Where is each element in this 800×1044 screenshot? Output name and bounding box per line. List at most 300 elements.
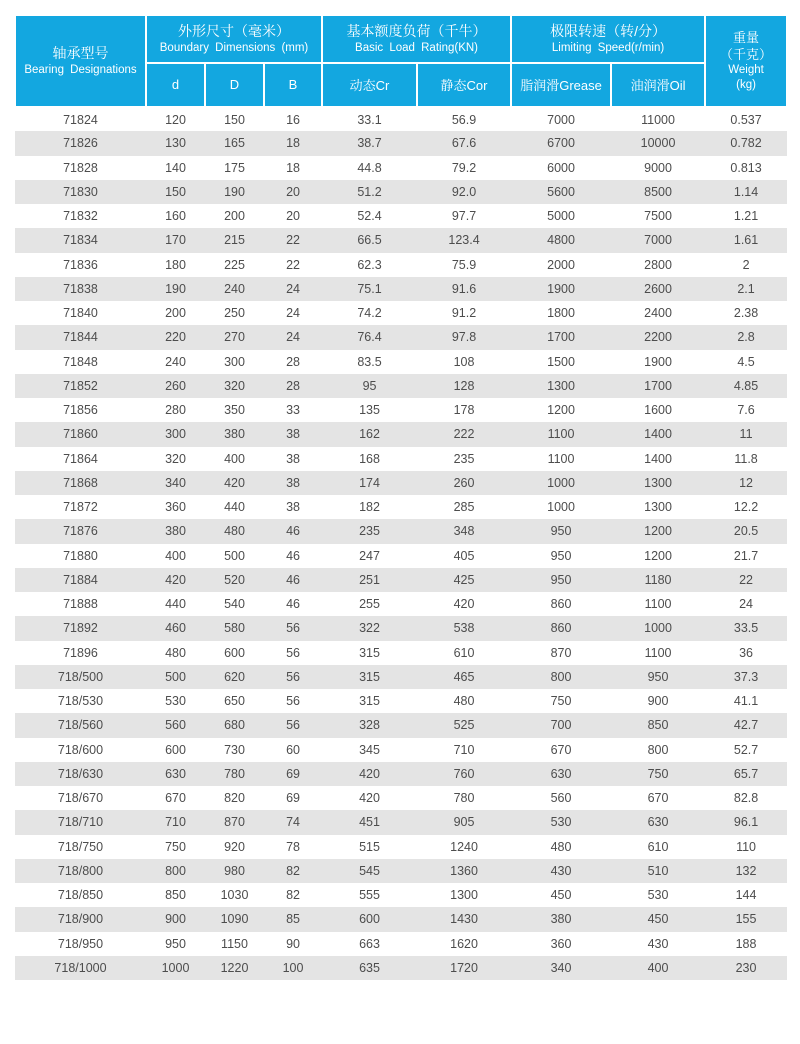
cell-static-cor: 465 <box>453 669 475 684</box>
cell-grease-speed: 1500 <box>547 354 575 369</box>
cell-weight: 230 <box>735 960 757 975</box>
cell-dynamic-cr: 600 <box>359 912 380 927</box>
cell-weight: 22 <box>739 572 753 587</box>
cell-weight: 41.1 <box>733 694 759 709</box>
cell-designation: 71828 <box>63 160 98 175</box>
cell-d: 1000 <box>161 960 190 975</box>
header-basic-load-rating <box>322 15 511 63</box>
cell-grease-speed: 450 <box>550 888 572 903</box>
cell-B: 28 <box>286 354 300 369</box>
cell-grease-speed: 7000 <box>547 112 575 127</box>
cell-designation: 71836 <box>63 257 98 272</box>
cell-dynamic-cr: 33.1 <box>357 112 382 127</box>
cell-D: 980 <box>224 863 245 878</box>
cell-static-cor: 79.2 <box>451 160 477 175</box>
cell-designation: 718/600 <box>57 742 104 757</box>
cell-designation: 71830 <box>63 184 98 199</box>
cell-weight: 0.537 <box>730 112 762 127</box>
cell-B: 56 <box>286 621 300 636</box>
cell-B: 46 <box>286 572 300 587</box>
cell-grease-speed: 1900 <box>547 281 575 296</box>
cell-oil-speed: 670 <box>647 791 669 806</box>
cell-static-cor: 525 <box>453 718 475 733</box>
table-row <box>15 204 787 228</box>
cell-oil-speed: 7000 <box>644 233 672 248</box>
cell-dynamic-cr: 635 <box>359 960 380 975</box>
cell-d: 320 <box>165 451 186 466</box>
cell-d: 200 <box>165 306 186 321</box>
cell-designation: 718/710 <box>57 815 104 830</box>
cell-D: 175 <box>224 160 245 175</box>
cell-grease-speed: 1700 <box>547 330 575 345</box>
cell-static-cor: 480 <box>453 694 475 709</box>
cell-B: 60 <box>286 742 300 757</box>
cell-oil-speed: 1100 <box>644 645 672 660</box>
cell-designation: 71848 <box>63 354 98 369</box>
bearing-spec-table <box>14 14 788 980</box>
cell-static-cor: 1300 <box>450 888 478 903</box>
cell-D: 480 <box>224 524 245 539</box>
cell-D: 1090 <box>220 912 249 927</box>
cell-weight: 65.7 <box>733 766 759 781</box>
cell-designation: 71852 <box>63 378 98 393</box>
cell-D: 580 <box>224 621 245 636</box>
cell-static-cor: 425 <box>453 572 475 587</box>
cell-grease-speed: 950 <box>550 572 572 587</box>
cell-oil-speed: 530 <box>647 888 669 903</box>
cell-static-cor: 97.8 <box>451 330 477 345</box>
cell-dynamic-cr: 315 <box>359 669 380 684</box>
cell-oil-speed: 1200 <box>644 548 672 563</box>
cell-B: 38 <box>286 475 300 490</box>
cell-static-cor: 420 <box>453 597 475 612</box>
cell-grease-speed: 5600 <box>547 184 575 199</box>
cell-grease-speed: 750 <box>550 694 572 709</box>
cell-static-cor: 235 <box>453 451 475 466</box>
cell-grease-speed: 1300 <box>547 378 575 393</box>
cell-oil-speed: 1300 <box>644 475 672 490</box>
cell-static-cor: 710 <box>453 742 475 757</box>
cell-D: 165 <box>224 136 245 151</box>
cell-designation: 718/530 <box>57 694 104 709</box>
cell-D: 500 <box>224 548 245 563</box>
cell-dynamic-cr: 38.7 <box>357 136 382 151</box>
cell-oil-speed: 1700 <box>644 378 672 393</box>
cell-static-cor: 67.6 <box>451 136 477 151</box>
cell-weight: 11.8 <box>734 451 758 466</box>
table-row <box>15 762 787 786</box>
cell-dynamic-cr: 52.4 <box>357 209 382 224</box>
cell-D: 150 <box>224 112 245 127</box>
cell-B: 24 <box>286 281 300 296</box>
cell-designation: 71824 <box>63 112 98 127</box>
cell-dynamic-cr: 174 <box>359 475 380 490</box>
header-bearing-designations <box>15 15 146 107</box>
cell-D: 620 <box>224 669 245 684</box>
table-row <box>15 641 787 665</box>
cell-oil-speed: 2800 <box>644 257 672 272</box>
cell-oil-speed: 1400 <box>644 451 672 466</box>
cell-static-cor: 1720 <box>450 960 478 975</box>
table-row <box>15 495 787 519</box>
header-limiting-speed <box>511 15 705 63</box>
cell-B: 38 <box>286 451 300 466</box>
cell-B: 18 <box>286 136 300 151</box>
cell-D: 1150 <box>221 936 248 951</box>
cell-oil-speed: 8500 <box>644 184 672 199</box>
cell-designation: 718/500 <box>57 669 104 684</box>
cell-dynamic-cr: 247 <box>359 548 380 563</box>
cell-oil-speed: 1600 <box>644 403 672 418</box>
cell-grease-speed: 6700 <box>547 136 575 151</box>
cell-d: 850 <box>165 888 186 903</box>
table-row <box>15 301 787 325</box>
cell-grease-speed: 1100 <box>547 427 575 442</box>
cell-d: 950 <box>165 936 186 951</box>
cell-oil-speed: 850 <box>647 718 669 733</box>
header-boundary-dimensions <box>146 15 322 63</box>
cell-B: 82 <box>286 888 300 903</box>
cell-dynamic-cr: 83.5 <box>357 354 382 369</box>
cell-D: 920 <box>224 839 245 854</box>
cell-d: 600 <box>165 742 186 757</box>
table-row <box>15 107 787 131</box>
cell-weight: 33.5 <box>733 621 759 636</box>
cell-weight: 4.85 <box>733 378 759 393</box>
table-row <box>15 447 787 471</box>
header-boundary-dimensions-zh: 外形尺寸（毫米） <box>178 23 291 39</box>
cell-grease-speed: 2000 <box>547 257 575 272</box>
cell-d: 140 <box>165 160 186 175</box>
cell-designation: 718/630 <box>57 766 104 781</box>
cell-d: 280 <box>165 403 186 418</box>
table-row <box>15 519 787 543</box>
header-col-dynamic-cr <box>322 63 417 107</box>
cell-static-cor: 538 <box>453 621 475 636</box>
cell-dynamic-cr: 322 <box>359 621 380 636</box>
header-col-static-cor <box>417 63 511 107</box>
header-col-oil <box>611 63 705 107</box>
header-bearing-designations-zh: 轴承型号 <box>52 45 109 61</box>
cell-weight: 37.3 <box>733 669 759 684</box>
cell-D: 300 <box>224 354 245 369</box>
cell-designation: 71860 <box>63 427 98 442</box>
cell-d: 420 <box>165 572 186 587</box>
cell-static-cor: 1240 <box>450 839 478 854</box>
table-row <box>15 786 787 810</box>
cell-dynamic-cr: 95 <box>362 378 377 393</box>
cell-designation: 71832 <box>63 209 98 224</box>
cell-oil-speed: 11000 <box>641 112 675 127</box>
cell-static-cor: 123.4 <box>448 233 480 248</box>
cell-designation: 718/1000 <box>54 960 107 975</box>
cell-grease-speed: 6000 <box>547 160 575 175</box>
header-col-oil-label: 油润滑Oil <box>630 78 686 93</box>
cell-designation: 718/900 <box>57 912 104 927</box>
cell-d: 440 <box>165 597 186 612</box>
cell-designation: 71856 <box>63 403 98 418</box>
cell-weight: 7.6 <box>737 403 755 418</box>
cell-grease-speed: 800 <box>550 669 572 684</box>
cell-B: 90 <box>286 936 300 951</box>
cell-d: 300 <box>165 427 186 442</box>
cell-D: 270 <box>224 330 245 345</box>
cell-grease-speed: 950 <box>550 548 572 563</box>
cell-oil-speed: 2400 <box>644 306 672 321</box>
cell-weight: 0.782 <box>730 136 762 151</box>
cell-designation: 718/560 <box>57 718 104 733</box>
table-row <box>15 738 787 762</box>
cell-d: 180 <box>165 257 186 272</box>
cell-d: 120 <box>165 112 186 127</box>
cell-d: 190 <box>165 281 186 296</box>
cell-dynamic-cr: 75.1 <box>357 281 382 296</box>
table-row <box>15 228 787 252</box>
cell-d: 380 <box>165 524 186 539</box>
cell-oil-speed: 9000 <box>644 160 672 175</box>
table-row <box>15 253 787 277</box>
table-row <box>15 471 787 495</box>
cell-static-cor: 1360 <box>450 863 478 878</box>
table-row <box>15 398 787 422</box>
table-body <box>15 107 787 980</box>
cell-d: 150 <box>165 184 186 199</box>
cell-dynamic-cr: 555 <box>359 888 380 903</box>
table-row <box>15 374 787 398</box>
cell-weight: 0.813 <box>730 160 762 175</box>
cell-d: 500 <box>165 669 186 684</box>
cell-designation: 71864 <box>63 451 98 466</box>
cell-d: 130 <box>165 136 186 151</box>
header-basic-load-rating-en: Basic Load Rating(KN) <box>355 42 479 54</box>
cell-static-cor: 91.6 <box>451 281 477 296</box>
cell-static-cor: 260 <box>453 475 475 490</box>
cell-dynamic-cr: 168 <box>359 451 380 466</box>
cell-B: 20 <box>286 209 300 224</box>
cell-B: 46 <box>286 548 300 563</box>
cell-d: 750 <box>165 839 186 854</box>
cell-d: 630 <box>165 766 186 781</box>
cell-d: 670 <box>165 791 186 806</box>
cell-d: 260 <box>165 378 186 393</box>
cell-static-cor: 1430 <box>450 912 478 927</box>
cell-dynamic-cr: 515 <box>359 839 380 854</box>
cell-B: 46 <box>286 597 300 612</box>
cell-oil-speed: 1200 <box>644 524 672 539</box>
cell-weight: 36 <box>739 645 753 660</box>
cell-D: 540 <box>224 597 245 612</box>
cell-static-cor: 178 <box>453 403 475 418</box>
cell-static-cor: 285 <box>453 500 475 515</box>
cell-oil-speed: 450 <box>647 912 669 927</box>
cell-weight: 82.8 <box>733 791 759 806</box>
cell-B: 18 <box>286 160 300 175</box>
cell-D: 1220 <box>220 960 249 975</box>
cell-weight: 12.2 <box>733 500 759 515</box>
cell-d: 560 <box>165 718 186 733</box>
cell-B: 69 <box>286 791 300 806</box>
cell-d: 220 <box>165 330 186 345</box>
cell-B: 56 <box>286 645 300 660</box>
cell-grease-speed: 480 <box>550 839 572 854</box>
cell-oil-speed: 7500 <box>644 209 672 224</box>
cell-weight: 110 <box>736 839 757 854</box>
cell-static-cor: 1620 <box>450 936 478 951</box>
cell-B: 56 <box>286 718 300 733</box>
cell-B: 56 <box>286 694 300 709</box>
cell-oil-speed: 1100 <box>644 597 672 612</box>
cell-D: 225 <box>224 257 245 272</box>
cell-oil-speed: 1400 <box>644 427 672 442</box>
cell-D: 820 <box>224 791 245 806</box>
cell-D: 320 <box>224 378 245 393</box>
cell-d: 160 <box>165 209 186 224</box>
cell-weight: 24 <box>739 597 753 612</box>
cell-d: 460 <box>165 621 186 636</box>
cell-D: 520 <box>224 572 245 587</box>
cell-grease-speed: 1000 <box>547 475 575 490</box>
cell-weight: 2.8 <box>737 330 755 345</box>
cell-designation: 718/750 <box>57 839 104 854</box>
cell-d: 530 <box>165 694 186 709</box>
header-col-grease-label: 脂润滑Grease <box>520 78 602 93</box>
cell-weight: 2.1 <box>737 281 755 296</box>
header-col-static-cor-label: 静态Cor <box>440 78 488 93</box>
cell-dynamic-cr: 420 <box>359 766 380 781</box>
cell-static-cor: 56.9 <box>451 112 477 127</box>
cell-grease-speed: 700 <box>550 718 572 733</box>
cell-designation: 718/850 <box>57 888 104 903</box>
cell-B: 69 <box>286 766 300 781</box>
cell-grease-speed: 560 <box>550 791 572 806</box>
cell-weight: 96.1 <box>733 815 759 830</box>
header-limiting-speed-zh: 极限转速（转/分） <box>550 23 666 39</box>
table-row <box>15 131 787 155</box>
table-row <box>15 810 787 834</box>
cell-dynamic-cr: 44.8 <box>357 160 382 175</box>
header-bearing-designations-en: Bearing Designations <box>24 64 137 76</box>
cell-designation: 71876 <box>63 524 98 539</box>
cell-weight: 42.7 <box>733 718 759 733</box>
cell-designation: 71844 <box>63 330 98 345</box>
cell-grease-speed: 380 <box>550 912 572 927</box>
cell-B: 85 <box>286 912 300 927</box>
cell-grease-speed: 1000 <box>547 500 575 515</box>
cell-dynamic-cr: 345 <box>359 742 380 757</box>
header-col-B-label: B <box>288 77 298 92</box>
cell-static-cor: 348 <box>453 524 475 539</box>
cell-B: 100 <box>282 960 304 975</box>
header-row-top <box>15 15 787 63</box>
cell-oil-speed: 950 <box>647 669 669 684</box>
cell-grease-speed: 360 <box>550 936 572 951</box>
cell-designation: 718/800 <box>57 863 104 878</box>
cell-static-cor: 75.9 <box>451 257 477 272</box>
cell-B: 16 <box>286 112 300 127</box>
cell-D: 420 <box>224 475 245 490</box>
cell-designation: 71838 <box>63 281 98 296</box>
cell-weight: 21.7 <box>733 548 759 563</box>
cell-dynamic-cr: 315 <box>359 645 380 660</box>
cell-oil-speed: 2600 <box>644 281 672 296</box>
cell-designation: 71826 <box>63 136 98 151</box>
header-weight-en-1: Weight <box>728 64 764 76</box>
cell-B: 24 <box>286 306 300 321</box>
cell-designation: 718/670 <box>57 791 104 806</box>
table-row <box>15 932 787 956</box>
cell-oil-speed: 800 <box>647 742 669 757</box>
cell-oil-speed: 510 <box>647 863 669 878</box>
cell-oil-speed: 750 <box>647 766 669 781</box>
cell-D: 680 <box>224 718 245 733</box>
cell-weight: 132 <box>735 863 757 878</box>
cell-weight: 144 <box>735 888 757 903</box>
cell-dynamic-cr: 182 <box>359 500 380 515</box>
header-col-D <box>205 63 264 107</box>
cell-dynamic-cr: 66.5 <box>357 233 382 248</box>
cell-dynamic-cr: 76.4 <box>357 330 382 345</box>
table-row <box>15 592 787 616</box>
cell-weight: 1.61 <box>733 233 759 248</box>
cell-D: 650 <box>224 694 245 709</box>
cell-grease-speed: 1100 <box>547 451 575 466</box>
cell-grease-speed: 5000 <box>547 209 575 224</box>
cell-D: 870 <box>224 815 245 830</box>
table-row <box>15 835 787 859</box>
header-boundary-dimensions-en: Boundary Dimensions (mm) <box>159 42 309 54</box>
table-row <box>15 713 787 737</box>
cell-weight: 188 <box>735 936 757 951</box>
cell-weight: 4.5 <box>737 354 755 369</box>
cell-weight: 12 <box>739 475 753 490</box>
table-row <box>15 689 787 713</box>
cell-B: 46 <box>286 524 300 539</box>
cell-static-cor: 91.2 <box>451 306 477 321</box>
cell-dynamic-cr: 255 <box>359 597 380 612</box>
cell-oil-speed: 10000 <box>640 136 676 151</box>
cell-static-cor: 108 <box>453 354 475 369</box>
cell-B: 82 <box>286 863 300 878</box>
cell-grease-speed: 860 <box>550 621 572 636</box>
cell-static-cor: 610 <box>453 645 475 660</box>
header-col-B <box>264 63 322 107</box>
cell-B: 38 <box>286 427 300 442</box>
cell-static-cor: 780 <box>453 791 475 806</box>
cell-designation: 71884 <box>63 572 98 587</box>
cell-designation: 71880 <box>63 548 98 563</box>
cell-d: 900 <box>165 912 186 927</box>
cell-D: 440 <box>224 500 245 515</box>
cell-designation: 71868 <box>63 475 98 490</box>
cell-static-cor: 905 <box>453 815 475 830</box>
cell-dynamic-cr: 162 <box>359 427 380 442</box>
cell-grease-speed: 670 <box>550 742 572 757</box>
cell-designation: 71888 <box>63 597 98 612</box>
cell-dynamic-cr: 315 <box>359 694 380 709</box>
header-limiting-speed-en: Limiting Speed(r/min) <box>551 42 665 54</box>
cell-static-cor: 222 <box>453 427 475 442</box>
cell-oil-speed: 1300 <box>644 500 672 515</box>
header-weight-en-2: (kg) <box>736 79 756 91</box>
cell-static-cor: 760 <box>453 766 475 781</box>
cell-grease-speed: 630 <box>550 766 572 781</box>
cell-weight: 1.14 <box>733 184 759 199</box>
cell-oil-speed: 1000 <box>644 621 672 636</box>
cell-oil-speed: 1180 <box>644 572 672 587</box>
cell-d: 480 <box>165 645 186 660</box>
table-row <box>15 156 787 180</box>
cell-D: 600 <box>224 645 245 660</box>
